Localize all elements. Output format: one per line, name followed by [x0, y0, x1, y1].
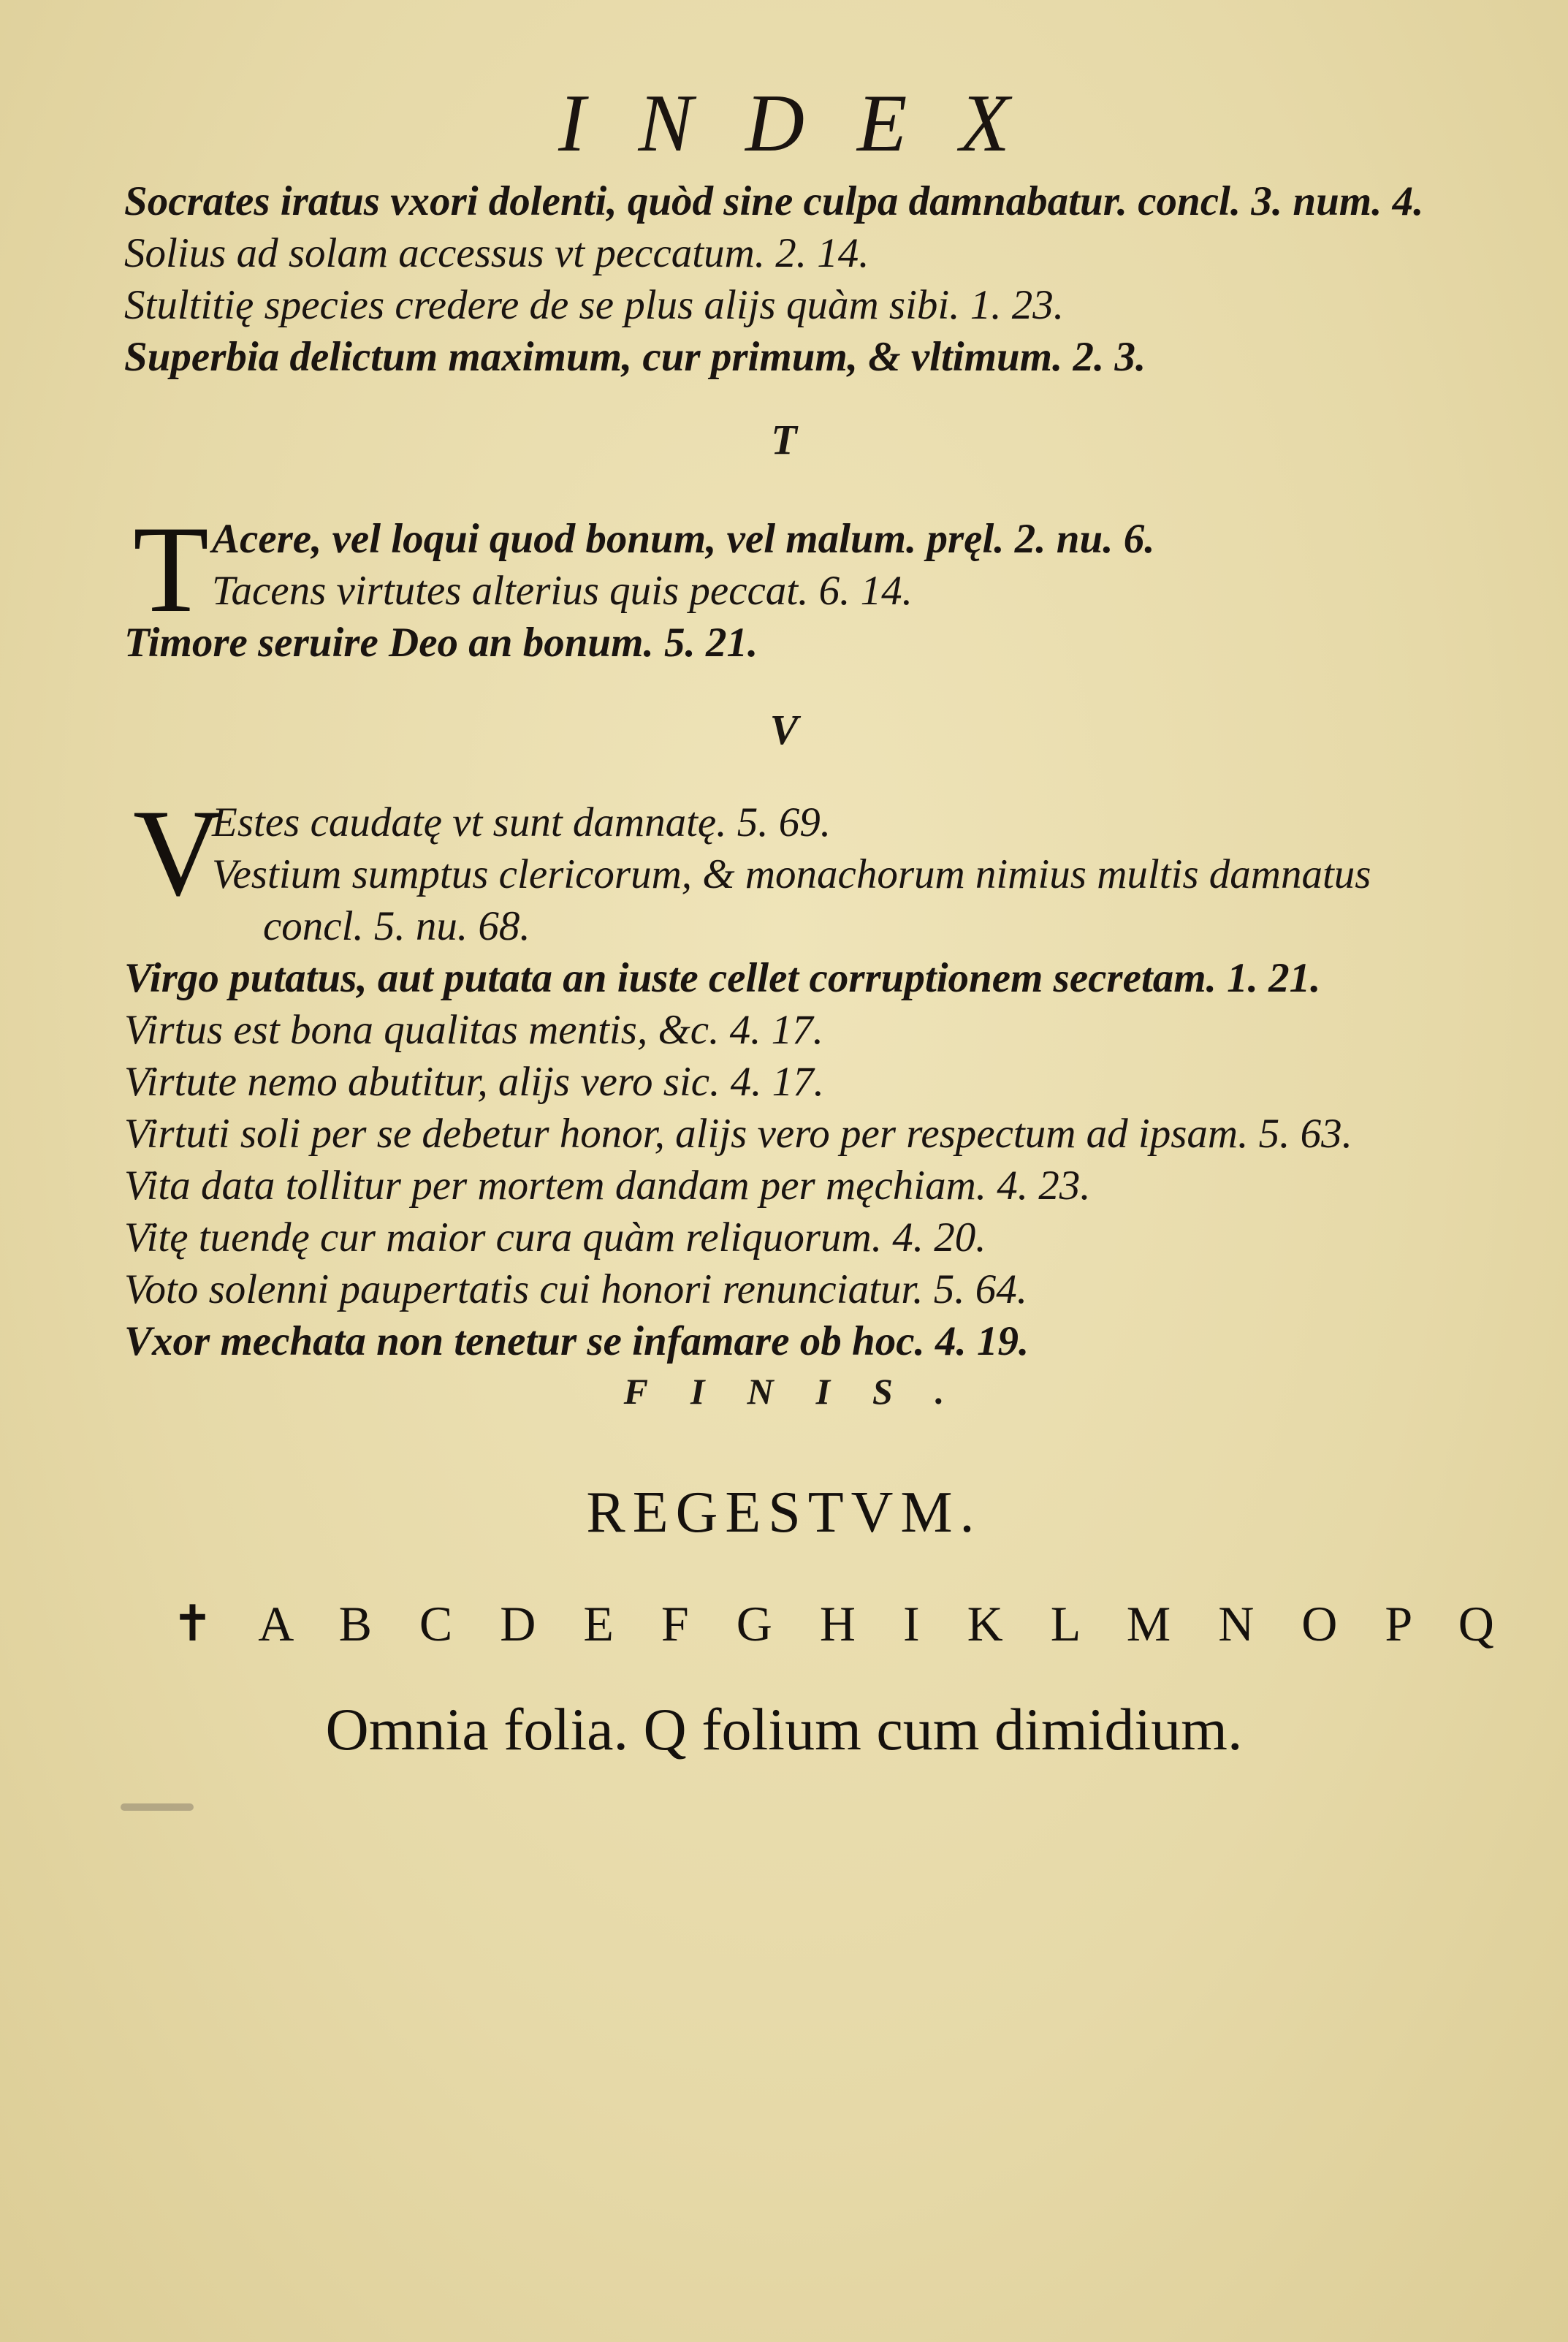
index-entry: Estes caudatę vt sunt damnatę. 5. 69. [212, 799, 831, 845]
index-block-v [124, 784, 1410, 1367]
index-entry: Tacens virtutes alterius quis peccat. 6. 14. [212, 568, 913, 614]
dropcap-v: V [133, 784, 223, 921]
index-entry: Vitę tuendę cur maior cura quàm reliquorum. 4. 20. [124, 1214, 986, 1261]
ink-smudge [121, 1803, 194, 1811]
index-entry: Superbia delictum maximum, cur primum, & vltimum. 2. 3. [124, 334, 1146, 380]
index-entry: Voto solenni paupertatis cui honori renunciatur. 5. 64. [124, 1266, 1028, 1312]
dropcap-entry [124, 784, 1410, 921]
index-entry: Virtute nemo abutitur, alijs vero sic. 4. 17. [124, 1059, 824, 1105]
collation-note: Omnia folia. Q folium cum dimidium. [325, 1696, 1243, 1763]
index-entry: Vestium sumptus clericorum, & monachorum nimius multis damnatus [212, 851, 1371, 897]
dropcap-t: T [133, 501, 209, 638]
section-letter-t: T [771, 416, 797, 463]
running-head: INDEX [558, 78, 1062, 169]
index-entry: Timore seruire Deo an bonum. 5. 21. [124, 620, 758, 666]
index-entry: Vita data tollitur per mortem dandam per męchiam. 4. 23. [124, 1163, 1091, 1209]
index-block-t [124, 501, 1410, 669]
index-entry: Virtuti soli per se debetur honor, alijs vero per respectum ad ipsam. 5. 63. [124, 1111, 1352, 1157]
quire-signatures: ✝ A B C D E F G H I K L M N O P Q [172, 1596, 1512, 1651]
index-entry: Virtus est bona qualitas mentis, &c. 4. 17. [124, 1007, 823, 1053]
dropcap-entry [124, 501, 1410, 638]
index-entry: Vxor mechata non tenetur se infamare ob hoc. 4. 19. [124, 1318, 1030, 1364]
index-entry: Acere, vel loqui quod bonum, vel malum. pręl. 2. nu. 6. [212, 516, 1155, 562]
section-letter-v: V [769, 706, 799, 753]
index-entry: Socrates iratus vxori dolenti, quòd sine culpa damnabatur. concl. 3. num. 4. [124, 178, 1424, 224]
finis-line: FINIS. [623, 1371, 987, 1412]
regestum-title: REGESTVM. [586, 1480, 982, 1545]
index-entry-continuation: concl. 5. nu. 68. [263, 903, 530, 949]
index-block-s [124, 175, 1424, 383]
index-entry: Solius ad solam accessus vt peccatum. 2. 14. [124, 230, 869, 276]
index-entry: Virgo putatus, aut putata an iuste cellet corruptionem secretam. 1. 21. [124, 955, 1321, 1001]
index-entry: Stultitię species credere de se plus alijs quàm sibi. 1. 23. [124, 282, 1065, 328]
